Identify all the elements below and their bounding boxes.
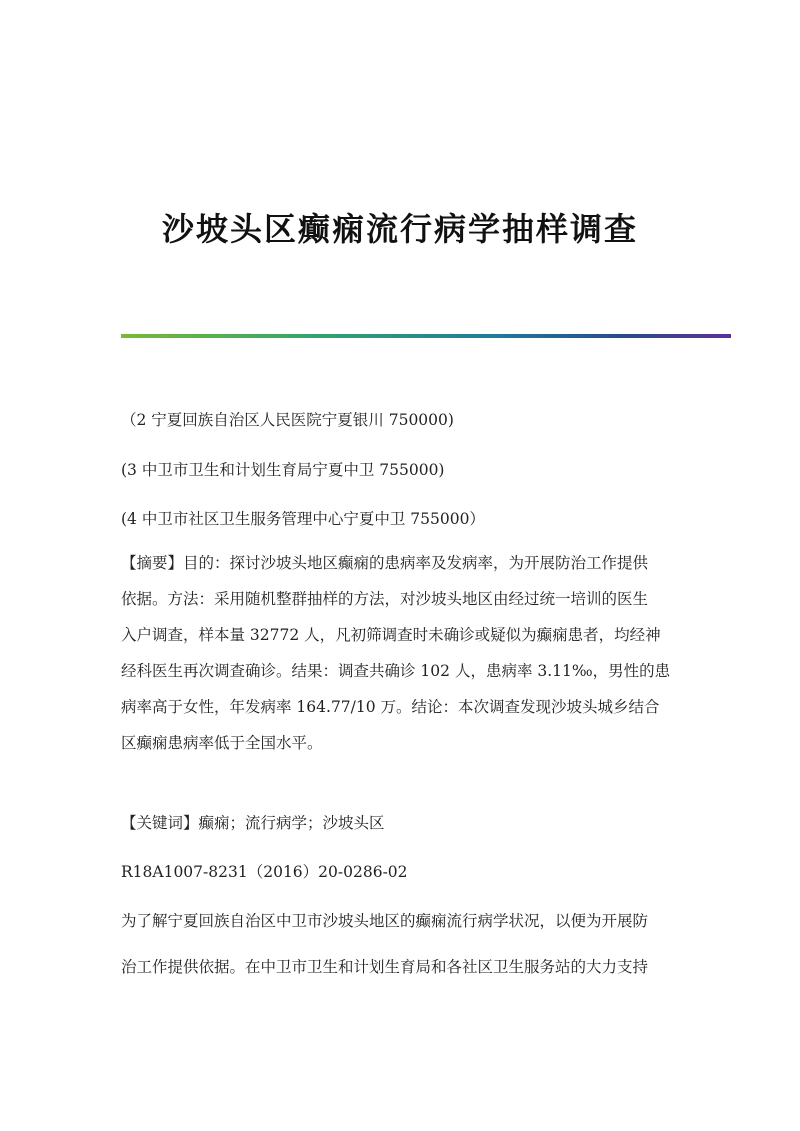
abstract-line: 区癫痫患病率低于全国水平。	[121, 734, 323, 752]
title-divider	[121, 334, 731, 338]
abstract-line: 【摘要】目的：探讨沙坡头地区癫痫的患病率及发病率，为开展防治工作提供	[121, 554, 649, 572]
keywords: 【关键词】癫痫；流行病学；沙坡头区	[121, 814, 385, 832]
abstract-line: 入户调查，样本量 32772 人，凡初筛调查时未确诊或疑似为癫痫患者，均经神	[121, 626, 661, 644]
affiliation-line: (3 中卫市卫生和计划生育局宁夏中卫 755000)	[121, 461, 445, 479]
intro-line: 治工作提供依据。在中卫市卫生和计划生育局和各社区卫生服务站的大力支持	[121, 958, 649, 976]
abstract-line: 经科医生再次调查确诊。结果：调查共确诊 102 人，患病率 3.11‰，男性的患	[121, 662, 671, 680]
abstract	[121, 553, 691, 769]
classification-code: R18A1007-8231（2016）20-0286-02	[121, 863, 408, 881]
affiliation-line: （2 宁夏回族自治区人民医院宁夏银川 750000)	[121, 411, 454, 429]
affiliation-line: (4 中卫市社区卫生服务管理中心宁夏中卫 755000）	[121, 510, 485, 528]
abstract-line: 病率高于女性，年发病率 164.77/10 万。结论：本次调查发现沙坡头城乡结合	[121, 698, 660, 716]
abstract-line: 依据。方法：采用随机整群抽样的方法，对沙坡头地区由经过统一培训的医生	[121, 590, 649, 608]
document-title: 沙坡头区癫痫流行病学抽样调查	[161, 210, 638, 249]
intro-line: 为了解宁夏回族自治区中卫市沙坡头地区的癫痫流行病学状况，以便为开展防	[121, 912, 649, 930]
